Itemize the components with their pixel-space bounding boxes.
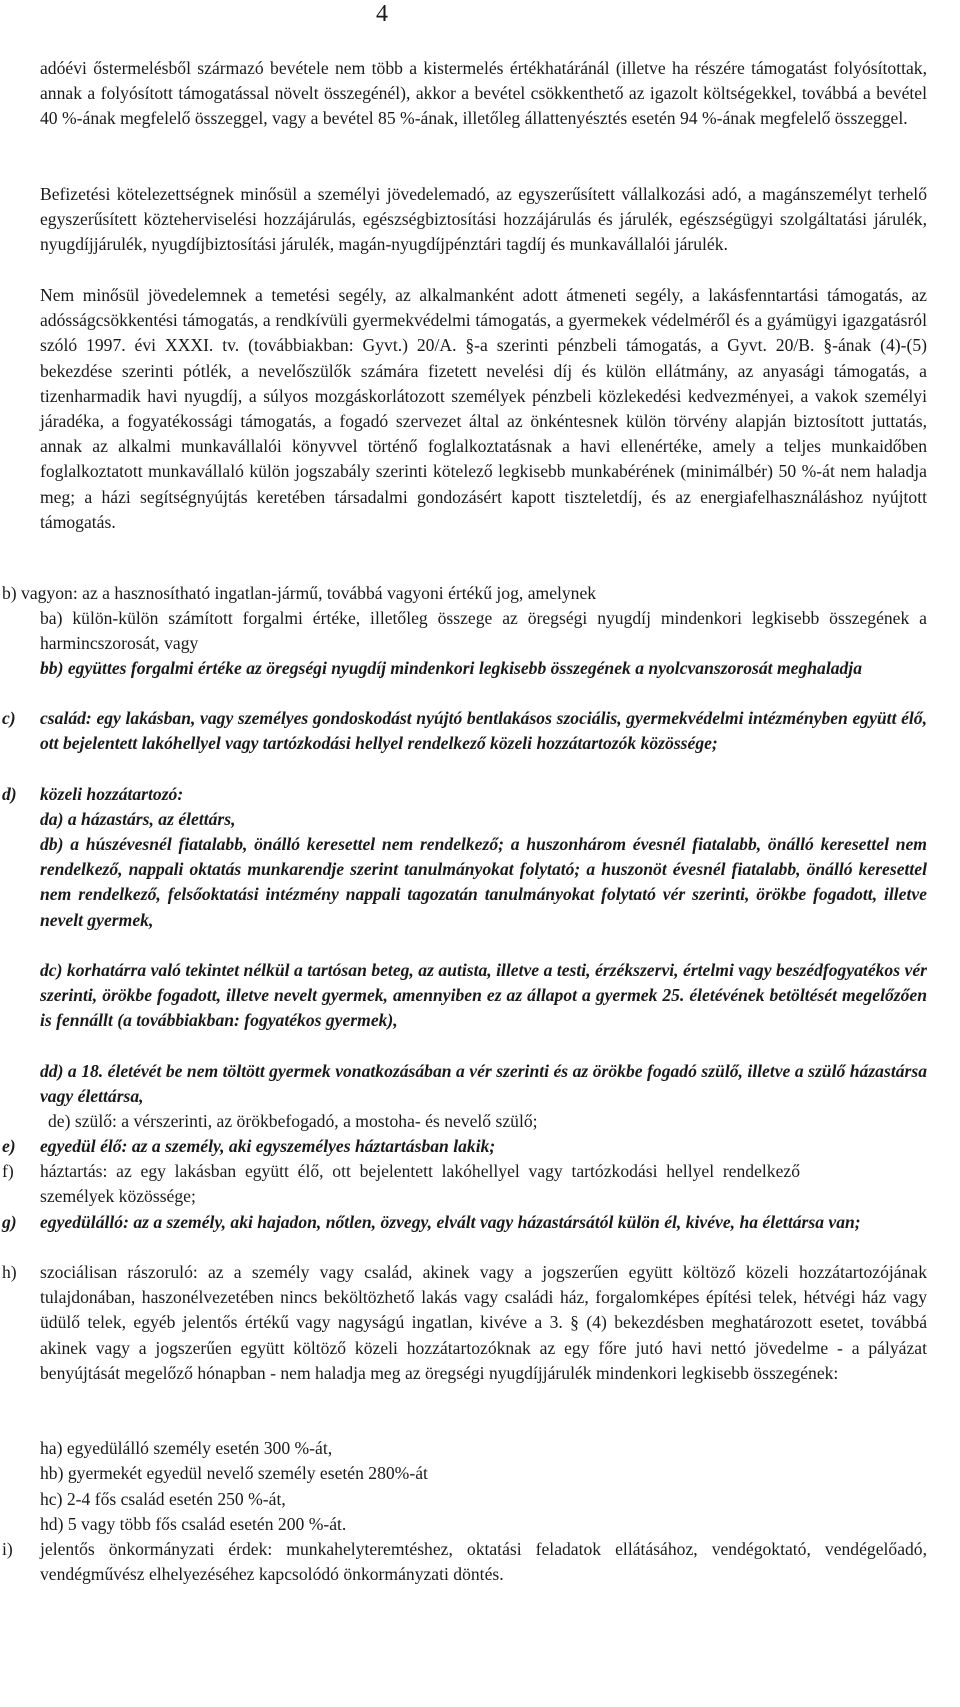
definition-hb: hb) gyermekét egyedül nevelő személy esetén 280%-át xyxy=(40,1463,428,1483)
page-number: 4 xyxy=(376,1,388,27)
label-e: e) xyxy=(2,1136,16,1156)
definition-b-assets: b) vagyon: az a hasznosítható ingatlan-jármű, továbbá vagyoni értékű jog, amelynek xyxy=(2,583,597,603)
label-i: i) xyxy=(2,1539,13,1559)
label-g: g) xyxy=(2,1212,17,1232)
label-f: f) xyxy=(2,1161,14,1181)
definition-hc: hc) 2-4 fős család esetén 250 %-át, xyxy=(40,1489,286,1509)
definition-ba: ba) külön-külön számított forgalmi értéke, illetőleg összege az öregségi nyugdíj mindenkori legkisebb összegének a harmincszorosát, vagy xyxy=(40,608,927,654)
paragraph-agricultural-income: adóévi őstermelésből származó bevétele nem több a kistermelés értékhatáránál (illetve ha részére támogatást folyósítottak, annak a folyósított támogatással növelt összegénél), akkor a bevétel csökkenthető az igazolt költségekkel, továbbá a bevétel 40 %-ának megfelelő összeggel, vagy a bevétel 85 %-ának, illetőleg állattenyésztés esetén 94 %-ának megfelelő összeggel. xyxy=(40,58,927,129)
definition-g-single: egyedülálló: az a személy, aki hajadon, nőtlen, özvegy, elvált vagy házastársától külön él, kivéve, ha élettársa van; xyxy=(40,1212,861,1232)
definition-i-municipal-interest: jelentős önkormányzati érdek: munkahelyteremtéshez, oktatási feladatok ellátásához, vendégoktató, vendégelőadó, vendégművész elhelyezéséhez kapcsolódó önkormányzati döntés. xyxy=(40,1539,927,1585)
definition-db: db) a húszévesnél fiatalabb, önálló keresettel nem rendelkező; a huszonhárom évesnél fiatalabb, önálló keresettel nem rendelkező, nappali oktatás munkarendje szerint tanulmányokat folytató; a huszonöt évesnél fiatalabb, önálló keresettel nem rendelkező, felsőoktatási intézmény nappali tagozatán tanulmányokat folytató vér szerinti, örökbe fogadott, illetve nevelt gyermek, xyxy=(40,834,927,930)
definition-h-socially-needy: szociálisan rászoruló: az a személy vagy család, akinek vagy a jogszerűen együtt költöző közeli hozzátartozójának tulajdonában, haszonélvezetében nincs beköltözhető lakás vagy családi ház, forgalomképes építési telek, hétvégi ház vagy üdülő telek, egyéb jelentős értékű vagy nagyságú ingatlan, kivéve a 3. § (4) bekezdésben meghatározott esetet, továbbá akinek vagy a jogszerűen együtt költöző közeli hozzátartozóknak az egy főre jutó havi nettó jövedelme - a pályázat benyújtását megelőző hónapban - nem haladja meg az öregségi nyugdíjjárulék mindenkori legkisebb összegének: xyxy=(40,1262,927,1383)
definition-dc: dc) korhatárra való tekintet nélkül a tartósan beteg, az autista, illetve a testi, érzékszervi, értelmi vagy beszédfogyatékos vér szerinti, örökbe fogadott, illetve nevelt gyermek, amennyiben ez az állapot a gyermek 25. életévének betöltését megelőzően is fennállt (a továbbiakban: fogyatékos gyermek), xyxy=(40,960,927,1031)
paragraph-not-income: Nem minősül jövedelemnek a temetési segély, az alkalmanként adott átmeneti segély, a lakásfenntartási támogatás, az adósságcsökkentési támogatás, a rendkívüli gyermekvédelmi támogatás, a gyermekek védelméről és a gyámügyi igazgatásról szóló 1997. évi XXXI. tv. (továbbiakban: Gyvt.) 20/A. §-a szerinti pénzbeli támogatás, a Gyvt. 20/B. §-ának (4)-(5) bekezdése szerinti pótlék, a nevelőszülők számára fizetett nevelési díj és külön ellátmány, az anyasági támogatás, a tizenharmadik havi nyugdíj, a súlyos mozgáskorlátozott személyek pénzbeli közlekedési kedvezményei, a vakok személyi járadéka, a fogyatékossági támogatás, a fogadó szervezet által az önkéntesnek külön törvény alapján biztosított juttatás, annak az alkalmi munkavállalói könyvvel történő foglalkoztatásnak a havi ellenértéke, amely a teljes munkaidőben foglalkoztatott munkavállaló külön jogszabály szerinti kötelező legkisebb munkabérének (minimálbér) 50 %-át nem haladja meg; a házi segítségnyújtás keretében társadalmi gondozásért kapott tiszteletdíj, és az energiafelhasználáshoz nyújtott támogatás. xyxy=(40,285,927,532)
definition-bb: bb) együttes forgalmi értéke az öregségi nyugdíj mindenkori legkisebb összegének a nyolcvanszorosát meghaladja xyxy=(40,658,862,678)
definition-dd: dd) a 18. életévét be nem töltött gyermek vonatkozásában a vér szerinti és az örökbe fogadó szülő, illetve a szülő házastársa vagy élettársa, xyxy=(40,1061,927,1107)
label-c: c) xyxy=(2,708,16,728)
definition-e-living-alone: egyedül élő: az a személy, aki egyszemélyes háztartásban lakik; xyxy=(40,1136,496,1156)
label-h: h) xyxy=(2,1262,17,1282)
paragraph-payment-obligations: Befizetési kötelezettségnek minősül a személyi jövedelemadó, az egyszerűsített vállalkozási adó, a magánszemélyt terhelő egyszerűsített közteherviselési hozzájárulás, egészségbiztosítási hozzájárulás és járulék, egészségügyi szolgáltatási járulék, nyugdíjjárulék, nyugdíjbiztosítási járulék, magán-nyugdíjpénztári tagdíj és munkavállalói járulék. xyxy=(40,184,927,255)
definition-f-household: háztartás: az egy lakásban együtt élő, ott bejelentett lakóhellyel vagy tartózkodási hellyel rendelkező személyek közössége; xyxy=(40,1161,800,1207)
definition-d-close-relative: közeli hozzátartozó: xyxy=(40,784,184,804)
definition-ha: ha) egyedülálló személy esetén 300 %-át, xyxy=(40,1438,333,1458)
definition-da: da) a házastárs, az élettárs, xyxy=(40,809,236,829)
definition-de: de) szülő: a vérszerinti, az örökbefogadó, a mostoha- és nevelő szülő; xyxy=(48,1111,538,1131)
definition-hd: hd) 5 vagy több fős család esetén 200 %-át. xyxy=(40,1514,347,1534)
label-d: d) xyxy=(2,784,17,804)
definition-c-family: család: egy lakásban, vagy személyes gondoskodást nyújtó bentlakásos szociális, gyermekvédelmi intézményben együtt élő, ott bejelentett lakóhellyel vagy tartózkodási hellyel rendelkező közeli hozzátartozók közössége; xyxy=(40,708,927,754)
